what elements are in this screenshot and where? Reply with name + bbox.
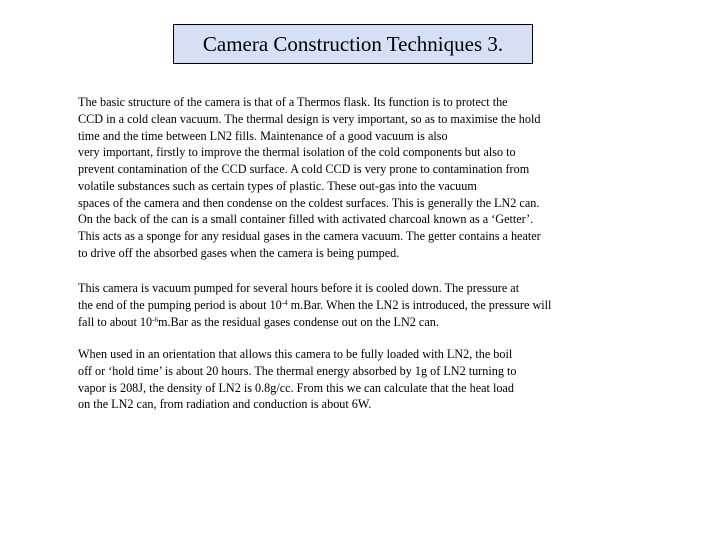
text-line: off or ‘hold time’ is about 20 hours. The thermal energy absorbed by 1g of LN2 turning to (78, 363, 517, 378)
text-line: on the LN2 can, from radiation and conduction is about 6W. (78, 397, 372, 412)
text-segment: m.Bar as the residual gases condense out on the LN2 can. (157, 314, 439, 329)
text-line: to drive off the absorbed gases when the camera is being pumped. (78, 245, 400, 260)
text-line: time and the time between LN2 fills. Maintenance of a good vacuum is also (78, 128, 448, 143)
text-line: very important, firstly to improve the thermal isolation of the cold components but also to (78, 145, 516, 160)
text-line: When used in an orientation that allows this camera to be fully loaded with LN2, the boil (78, 347, 513, 361)
text-line-pressure-cooled (78, 314, 658, 331)
text-line: volatile substances such as certain types of plastic. These out-gas into the vacuum (78, 178, 477, 193)
paragraph-hold-time (78, 346, 658, 413)
slide-title: Camera Construction Techniques 3. (202, 31, 504, 56)
text-line: prevent contamination of the CCD surface. A cold CCD is very prone to contamination from (78, 162, 530, 176)
paragraph-thermos-structure (78, 94, 658, 262)
text-line: spaces of the camera and then condense on the coldest surfaces. This is generally the LN2 can. (78, 195, 540, 210)
text-segment: the end of the pumping period is about 10 (78, 297, 282, 312)
text-line: vapor is 208J, the density of LN2 is 0.8g/cc. From this we can calculate that the heat load (78, 380, 514, 395)
text-line: CCD in a cold clean vacuum. The thermal design is very important, so as to maximise the hold (78, 111, 541, 126)
text-segment: m.Bar. When the LN2 is introduced, the pressure will (287, 297, 552, 312)
text-line: On the back of the can is a small container filled with activated charcoal known as a ‘Getter’. (78, 212, 534, 227)
exponent: -4 (281, 298, 288, 307)
text-line: This acts as a sponge for any residual gases in the camera vacuum. The getter contains a heater (78, 229, 541, 243)
text-line: This camera is vacuum pumped for several hours before it is cooled down. The pressure at (78, 281, 520, 295)
text-line-pressure-end-of-pumping (78, 297, 658, 314)
text-segment: fall to about 10 (78, 314, 153, 329)
exponent: -6 (152, 315, 158, 324)
paragraph-vacuum-pumping (78, 280, 658, 330)
slide-title-box (173, 24, 533, 64)
text-line: The basic structure of the camera is that of a Thermos flask. Its function is to protect the (78, 95, 508, 109)
